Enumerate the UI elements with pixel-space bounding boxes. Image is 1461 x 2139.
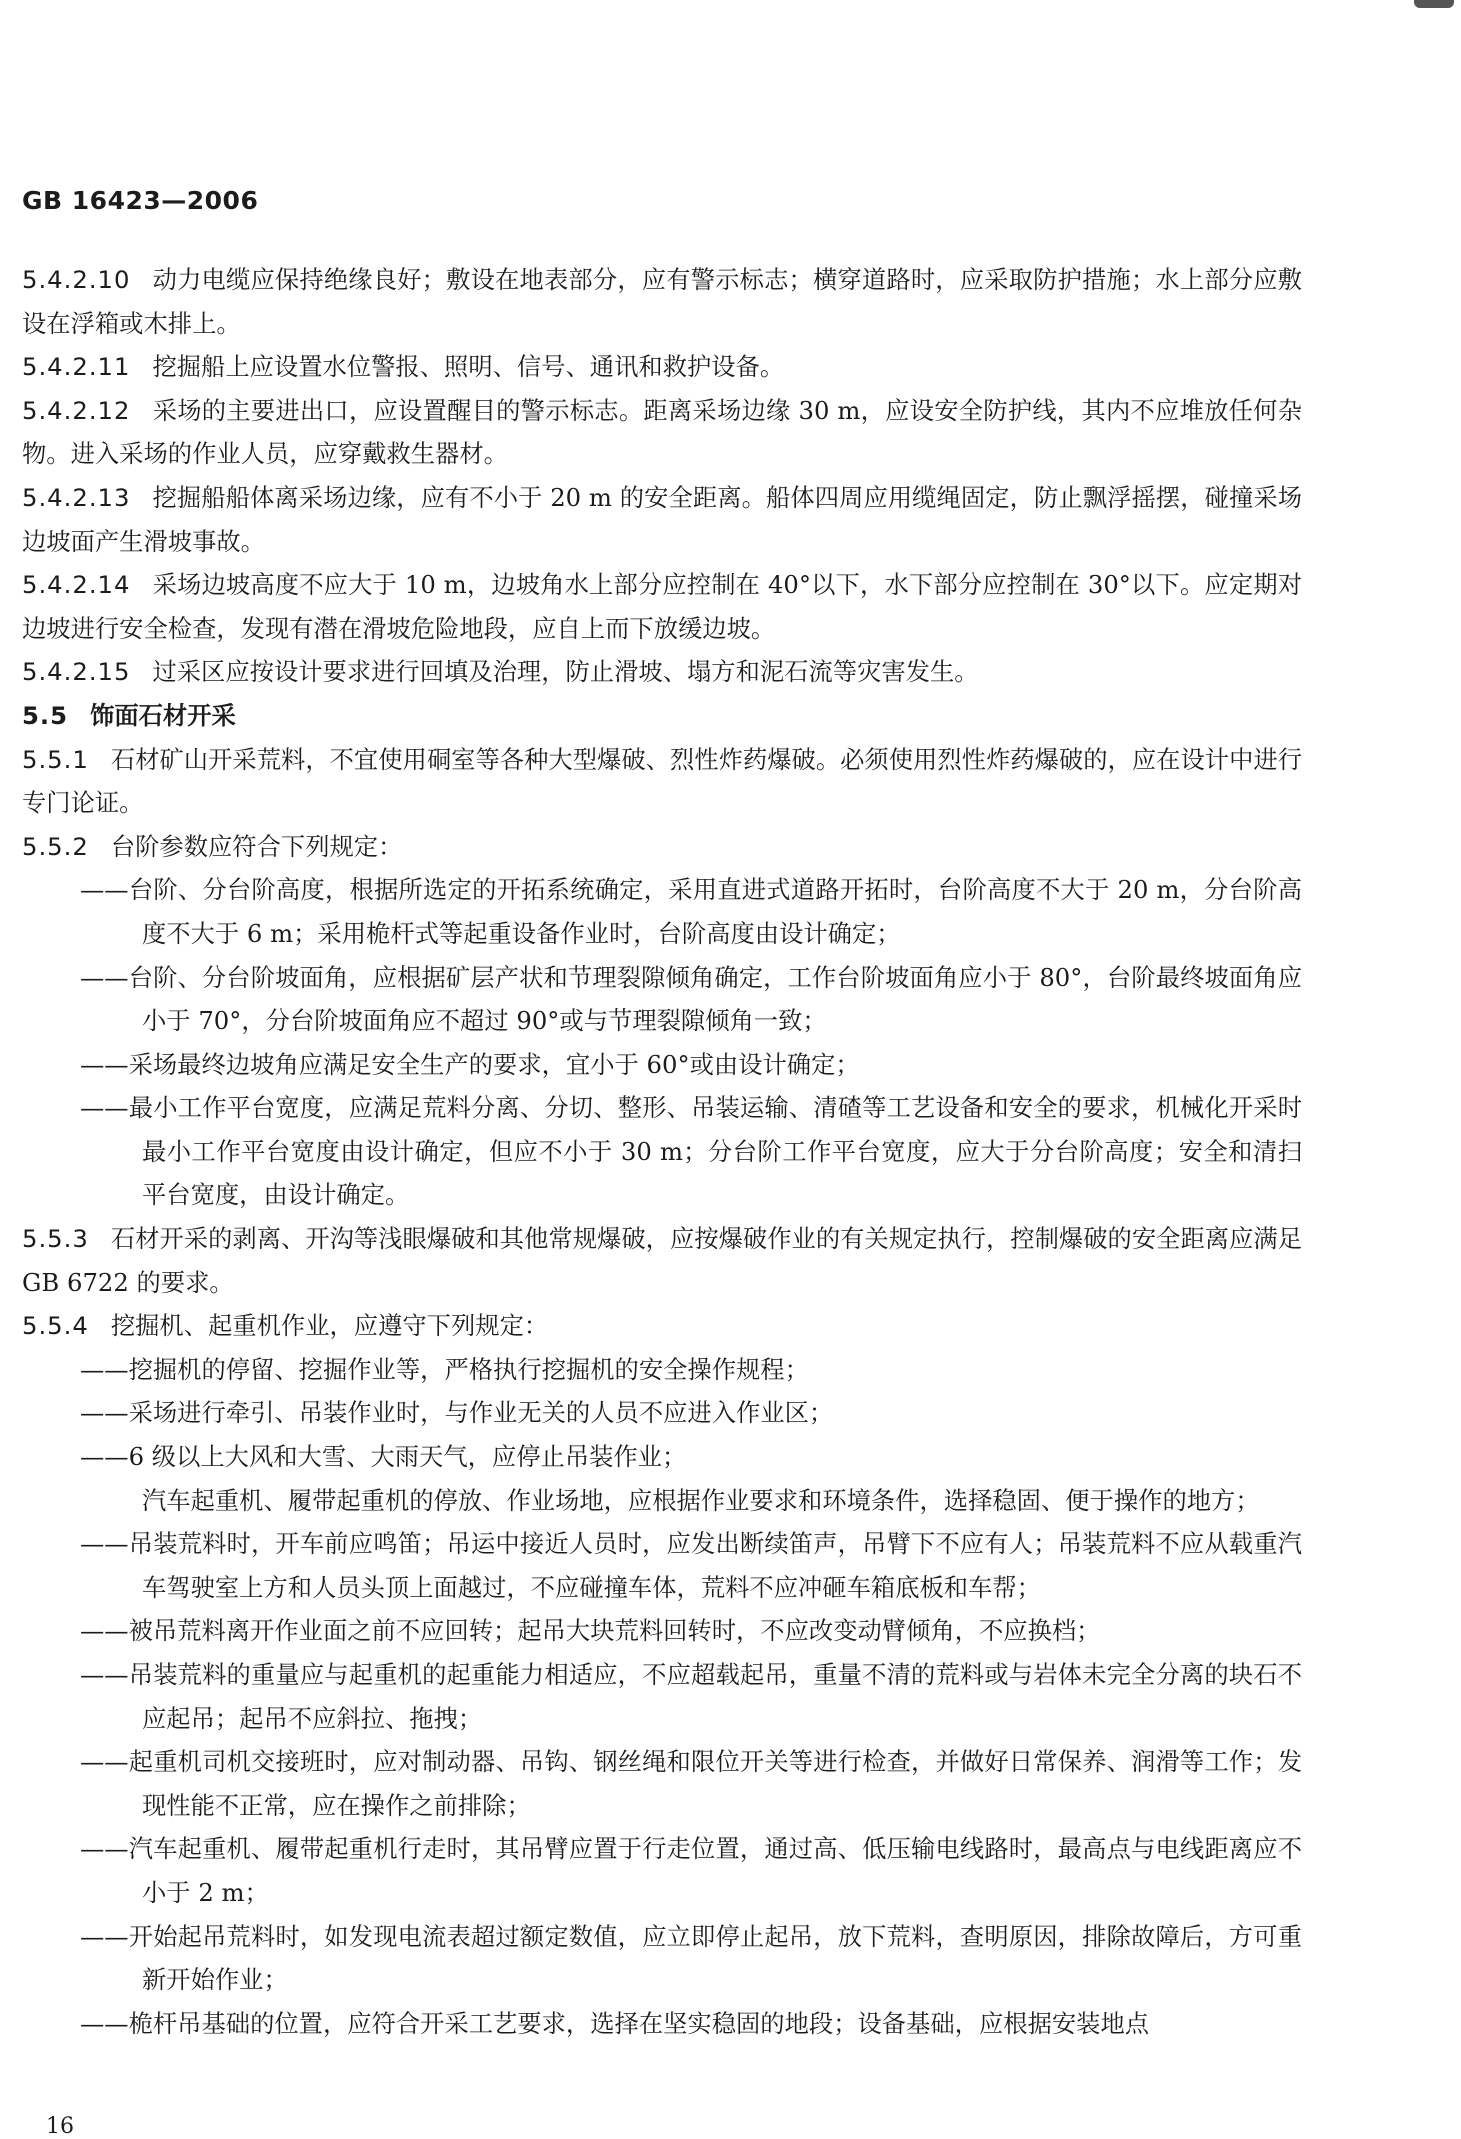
clause-text: 石材矿山开采荒料，不宜使用硐室等各种大型爆破、烈性炸药爆破。必须使用烈性炸药爆破的，应在设计中进行专门论证。 [22,744,1302,818]
list-item: ——最小工作平台宽度，应满足荒料分离、分切、整形、吊装运输、清碴等工艺设备和安全的要求，机械化开采时最小工作平台宽度由设计确定，但应不小于 30 m；分台阶工作平台宽度，应大于分台阶高度；安全和清扫平台宽度，由设计确定。 [80,1093,1302,1210]
clause-text: 动力电缆应保持绝缘良好；敷设在地表部分，应有警示标志；横穿道路时，应采取防护措施；水上部分应敷设在浮箱或木排上。 [22,265,1302,338]
section-title: 饰面石材开采 [90,700,236,730]
clause-number: 5.4.2.13 [22,482,131,512]
list-item: ——起重机司机交接班时，应对制动器、吊钩、钢丝绳和限位开关等进行检查，并做好日常保养、润滑等工作；发现性能不正常，应在操作之前排除； [80,1747,1302,1820]
list-item: ——桅杆吊基础的位置，应符合开采工艺要求，选择在坚实稳固的地段；设备基础，应根据安装地点 [80,2008,1150,2038]
clause-number: 5.5.1 [22,744,89,774]
clause-number: 5.4.2.14 [22,570,131,600]
standard-number: GB 16423—2006 [22,186,259,215]
list-item: ——采场进行牵引、吊装作业时，与作业无关的人员不应进入作业区； [80,1398,834,1428]
list-item: ——被吊荒料离开作业面之前不应回转；起吊大块荒料回转时，不应改变动臂倾角，不应换档； [80,1616,1101,1646]
document-body [22,258,1302,2045]
clause-5-5-2 [22,825,1302,869]
clause-text: 台阶参数应符合下列规定： [110,831,403,861]
clause-text: 挖掘机、起重机作业，应遵守下列规定： [110,1311,549,1341]
list-item: ——采场最终边坡角应满足安全生产的要求，宜小于 60°或由设计确定； [80,1049,860,1079]
list-item: ——挖掘机的停留、挖掘作业等，严格执行挖掘机的安全操作规程； [80,1354,809,1384]
list-item: ——吊装荒料时，开车前应鸣笛；吊运中接近人员时，应发出断续笛声，吊臂下不应有人；吊装荒料不应从载重汽车驾驶室上方和人员头顶上面越过，不应碰撞车体，荒料不应冲砸车箱底板和车帮； [80,1529,1302,1602]
section-5-5-heading [22,694,1302,738]
clause-text: 挖掘船上应设置水位警报、照明、信号、通讯和救护设备。 [152,352,785,382]
clause-number: 5.4.2.12 [22,395,131,425]
clause-text: 石材开采的剥离、开沟等浅眼爆破和其他常规爆破，应按爆破作业的有关规定执行，控制爆破的安全距离应满足 GB 6722 的要求。 [22,1224,1302,1297]
list-item: ——6 级以上大风和大雪、大雨天气，应停止吊装作业； [80,1442,687,1472]
list-item-continuation: 汽车起重机、履带起重机的停放、作业场地，应根据作业要求和环境条件，选择稳固、便于操作的地方； [142,1485,1260,1515]
list-item: ——汽车起重机、履带起重机行走时，其吊臂应置于行走位置，通过高、低压输电线路时，最高点与电线距离应不小于 2 m； [80,1834,1302,1907]
clause-5-4-2-14 [22,563,1302,650]
clause-5-5-3 [22,1217,1302,1304]
scan-edge-mark [1414,0,1454,8]
clause-5-4-2-15 [22,650,1302,694]
clause-number: 5.5.2 [22,831,89,861]
page-number: 16 [46,2114,74,2139]
clause-5-4-2-11 [22,345,1302,389]
clause-number: 5.5.4 [22,1311,89,1341]
clause-text: 过采区应按设计要求进行回填及治理，防止滑坡、塌方和泥石流等灾害发生。 [152,657,979,687]
clause-5-4-2-10 [22,258,1302,345]
clause-text: 采场的主要进出口，应设置醒目的警示标志。距离采场边缘 30 m，应设安全防护线，其内不应堆放任何杂物。进入采场的作业人员，应穿戴救生器材。 [22,395,1302,469]
clause-number: 5.5.3 [22,1224,89,1254]
clause-number: 5.4.2.10 [22,265,131,294]
clause-number: 5.4.2.11 [22,352,131,382]
clause-text: 挖掘船船体离采场边缘，应有不小于 20 m 的安全距离。船体四周应用缆绳固定，防止飘浮摇摆，碰撞采场边坡面产生滑坡事故。 [22,482,1302,556]
section-number: 5.5 [22,700,69,730]
clause-5-4-2-13 [22,476,1302,563]
clause-number: 5.4.2.15 [22,657,131,687]
clause-text: 采场边坡高度不应大于 10 m，边坡角水上部分应控制在 40°以下，水下部分应控制在 30°以下。应定期对边坡进行安全检查，发现有潜在滑坡危险地段，应自上而下放缓边坡。 [22,570,1302,643]
clause-5-5-4 [22,1304,1302,1348]
clause-5-5-1 [22,738,1302,825]
list-item: ——开始起吊荒料时，如发现电流表超过额定数值，应立即停止起吊，放下荒料，查明原因，排除故障后，方可重新开始作业； [80,1921,1302,1995]
list-item: ——台阶、分台阶坡面角，应根据矿层产状和节理裂隙倾角确定，工作台阶坡面角应小于 80°，台阶最终坡面角应小于 70°，分台阶坡面角应不超过 90°或与节理裂隙倾角一致； [80,962,1302,1036]
list-item: ——台阶、分台阶高度，根据所选定的开拓系统确定，采用直进式道路开拓时，台阶高度不大于 20 m，分台阶高度不大于 6 m；采用桅杆式等起重设备作业时，台阶高度由设计确定； [80,875,1302,948]
list-item: ——吊装荒料的重量应与起重机的起重能力相适应，不应超载起吊，重量不清的荒料或与岩体未完全分离的块石不应起吊；起吊不应斜拉、拖拽； [80,1660,1302,1733]
clause-5-4-2-12 [22,389,1302,476]
